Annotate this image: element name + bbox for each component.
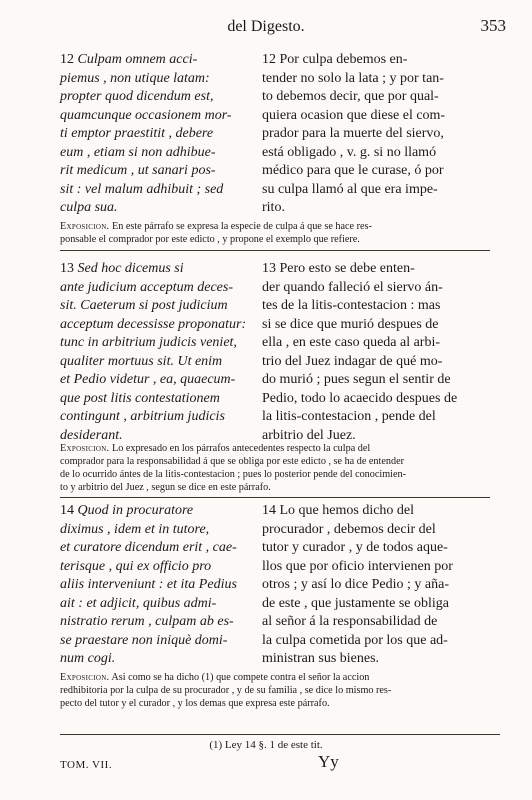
- spanish-text-14: [262, 502, 472, 669]
- text-line: de este , que justamente se obliga: [262, 595, 449, 611]
- text-line: 12 Culpam omnem acci-: [60, 52, 198, 67]
- text-line: contingunt , arbitrium judicis: [60, 409, 225, 424]
- text-line: tutor y curador , y de todos aque-: [262, 540, 448, 555]
- text-line: et curatore dicendum erit , cae-: [60, 540, 237, 555]
- text-line: al señor á la responsabilidad de: [262, 614, 438, 629]
- text-line: ella , en este caso queda al arbi-: [262, 335, 441, 350]
- text-line: prador para la muerte del siervo,: [262, 126, 444, 141]
- text-line: to debemos decir, que por qual-: [262, 89, 439, 104]
- text-line: ponsable el comprador por este edicto , y propone el exemplo que refiere.: [60, 234, 360, 245]
- running-header: del Digesto.: [227, 18, 305, 35]
- exposicion-14: [60, 671, 490, 710]
- text-line: 14 Lo que hemos dicho del: [262, 503, 415, 518]
- text-line: otros ; y así lo dice Pedio ; y aña-: [262, 577, 450, 592]
- text-line: Exposicion. En este párrafo se expresa la especie de culpa á que se hace res-: [60, 221, 372, 232]
- paragraph-number: 12: [262, 52, 280, 67]
- text-line: se praestare non iniquè domi-: [60, 632, 228, 648]
- text-line: do murió ; pues segun el sentir de: [262, 372, 451, 387]
- footnote-rule: [60, 734, 500, 735]
- text-line: qualiter mortuus sit. Ut enim: [60, 353, 223, 369]
- tome-label: TOM. VII.: [60, 759, 113, 771]
- text-line: propter quod dicendum est,: [60, 89, 214, 104]
- text-line: to y arbitrio del Juez , segun se dice en este párrafo.: [60, 482, 271, 493]
- text-line: Exposicion. Lo expresado en los párrafos antecedentes respecto la culpa del: [60, 443, 371, 454]
- section-divider: [60, 497, 490, 498]
- text-line: ante judicium acceptum deces-: [60, 279, 233, 295]
- page-number: 353: [480, 16, 506, 35]
- spanish-text-13: [262, 260, 472, 445]
- exposicion-label: Exposicion.: [60, 443, 110, 454]
- exposicion-12: [60, 220, 490, 246]
- text-line: arbitrio del Juez.: [262, 427, 356, 443]
- text-line: quiera ocasion que diese el com-: [262, 107, 446, 123]
- text-line: está obligado , v. g. si no llamó: [262, 144, 437, 160]
- text-line: tes de la litis-contestacion : mas: [262, 298, 441, 313]
- paragraph-number: 12: [60, 52, 78, 67]
- exposicion-13: [60, 442, 490, 494]
- text-line: 13 Sed hoc dicemus si: [60, 261, 184, 276]
- text-line: Exposicion. Asi como se ha dicho (1) que compete contra el señor la accion: [60, 672, 370, 683]
- text-line: culpa sua.: [60, 200, 118, 215]
- text-line: tunc in arbitrium judicis veniet,: [60, 335, 237, 350]
- paragraph-number: 14: [262, 503, 280, 518]
- text-line: sit : vel malum adhibuit ; sed: [60, 181, 224, 197]
- text-line: desiderant.: [60, 427, 123, 443]
- exposicion-label: Exposicion.: [60, 221, 110, 232]
- paragraph-number: 13: [60, 261, 78, 276]
- text-line: sit. Caeterum si post judicium: [60, 298, 228, 313]
- section-divider: [60, 250, 490, 251]
- latin-text-14: [60, 502, 270, 669]
- text-line: ait : et adjicit, quibus admi-: [60, 595, 217, 611]
- text-line: de lo ocurrido ántes de la litis-contestacion ; pues lo posterior pende del conocimien-: [60, 469, 406, 480]
- text-line: quamcunque occasionem mor-: [60, 107, 232, 123]
- text-line: procurador , debemos decir del: [262, 521, 436, 537]
- text-line: Pedio, todo lo acaecido despues de: [262, 390, 458, 406]
- text-line: terisque , qui ex officio pro: [60, 558, 212, 574]
- text-line: 14 Quod in procuratore: [60, 503, 194, 518]
- exposicion-label: Exposicion.: [60, 672, 110, 683]
- text-line: médico para que le curase, ó por: [262, 163, 444, 178]
- text-line: pecto del tutor y el curador , y los demas que expresa este párrafo.: [60, 698, 330, 709]
- text-line: que post litis contestationem: [60, 390, 220, 406]
- text-line: acceptum decessisse proponatur:: [60, 316, 247, 332]
- text-line: rit medicum , ut sanari pos-: [60, 163, 216, 178]
- text-line: rito.: [262, 200, 285, 215]
- latin-text-13: [60, 260, 270, 445]
- text-line: eum , etiam si non adhibue-: [60, 144, 216, 160]
- paragraph-number: 13: [262, 261, 280, 276]
- signature-mark: Yy: [318, 752, 339, 771]
- text-line: la litis-contestacion , pende del: [262, 409, 436, 424]
- latin-text-12: [60, 51, 270, 218]
- text-line: comprador para la responsabilidad á que se obliga por este edicto , se ha de entender: [60, 456, 404, 467]
- spanish-text-12: [262, 51, 472, 218]
- text-line: ministran sus bienes.: [262, 651, 380, 666]
- text-line: trio del Juez indagar de qué mo-: [262, 353, 443, 369]
- text-line: ti emptor praestitit , debere: [60, 126, 214, 141]
- text-line: et Pedio videtur , ea, quaecum-: [60, 372, 236, 387]
- text-line: nistratio rerum , culpam ab es-: [60, 614, 234, 629]
- text-line: la culpa cometida por los que ad-: [262, 632, 448, 648]
- text-line: diximus , idem et in tutore,: [60, 521, 210, 537]
- text-line: aliis interveniunt : et ita Pedius: [60, 577, 237, 592]
- text-line: piemus , non utique latam:: [60, 70, 210, 86]
- paragraph-number: 14: [60, 503, 78, 518]
- text-line: llos que por oficio intervienen por: [262, 558, 453, 574]
- text-line: su culpa llamó al que era impe-: [262, 181, 438, 197]
- text-line: 12 Por culpa debemos en-: [262, 52, 408, 67]
- text-line: 13 Pero esto se debe enten-: [262, 261, 415, 276]
- text-line: der quando falleció el siervo án-: [262, 279, 443, 295]
- text-line: num cogi.: [60, 651, 116, 666]
- text-line: tender no solo la lata ; y por tan-: [262, 70, 444, 86]
- text-line: redhibitoria por la culpa de su procurador , y de su familia , se dice lo mismo res-: [60, 685, 392, 696]
- footnote: (1) Ley 14 §. 1 de este tit.: [209, 739, 323, 751]
- text-line: si se dice que murió despues de: [262, 316, 439, 332]
